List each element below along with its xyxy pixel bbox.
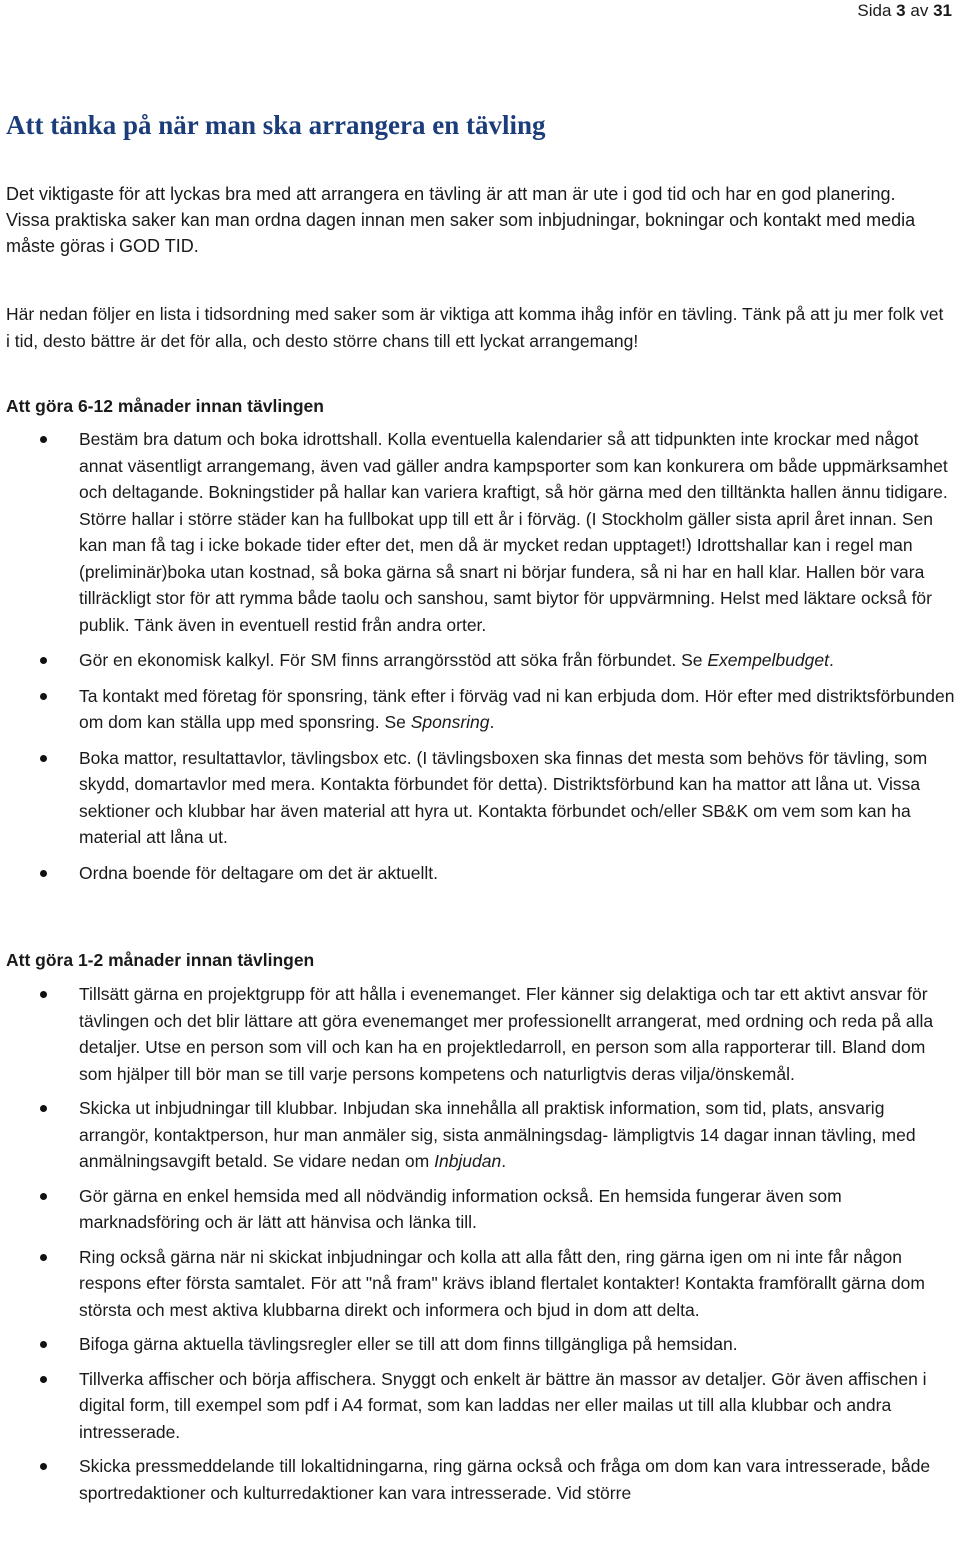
page-number: [857, 0, 952, 22]
bullet-icon: [40, 1376, 47, 1383]
list-item-tail: .: [501, 1151, 507, 1171]
bullet-icon: [40, 1463, 47, 1470]
page-total: 31: [933, 1, 952, 20]
list-item-text: Bifoga gärna aktuella tävlingsregler eller se till att dom finns tillgängliga på hemsidan.: [79, 1334, 738, 1354]
bullet-icon: [40, 1254, 47, 1261]
timeline-intro-paragraph: Här nedan följer en lista i tidsordning med saker som är viktiga att komma ihåg inför en tävling. Tänk på att ju mer folk vet i tid, desto bättre är det för alla, och desto större chans till ett lyckat arrangemang!: [6, 304, 944, 351]
list-item-reference: Sponsring: [410, 712, 490, 732]
list-item: [0, 860, 958, 887]
list-item: [0, 1183, 958, 1236]
list-item: [0, 1095, 958, 1175]
intro-paragraph: Det viktigaste för att lyckas bra med att arrangera en tävling är att man är ute i god tid och har en god planering. Vissa praktiska saker kan man ordna dagen innan men saker som inbjudningar, bokningar och kontakt med media måste göras i GOD TID.: [6, 184, 916, 256]
list-item: [0, 426, 958, 638]
bullet-icon: [40, 693, 47, 700]
bullet-icon: [40, 1341, 47, 1348]
bullet-icon: [40, 991, 47, 998]
list-item-text: Skicka ut inbjudningar till klubbar. Inbjudan ska innehålla all praktisk information, som tid, plats, ansvarig arrangör, kontaktperson, hur man anmäler sig, sista anmälningsdag- lämpligtvis 14 dagar innan tävling, med anmälningsavgift betald. Se vidare nedan om: [79, 1098, 916, 1171]
list-item-text: Boka mattor, resultattavlor, tävlingsbox etc. (I tävlingsboxen ska finnas det mesta som behövs för tävling, som skydd, domartavlor med mera. Kontakta förbundet för detta). Distriktsförbund kan ha mattor att låna ut. Vissa sektioner och klubbar har även material att hyra ut. Kontakta förbundet och/eller SB&K om vem som kan ha material att låna ut.: [79, 747, 928, 847]
list-item-text: Ordna boende för deltagare om det är aktuellt.: [79, 862, 438, 883]
list-item: [0, 647, 958, 674]
list-item-text: Tillsätt gärna en projektgrupp för att hålla i evenemanget. Fler känner sig delaktiga och tar ett aktivt ansvar för tävlingen och det blir lättare att göra evenemanget mer professionellt arrangerat, med ordning och reda på alla detaljer. Utse en person som vill och kan ha en projektledarroll, en person som alla rapporterar till. Bland dom som hjälper till bör man se till varje persons kompetens och naturligtvis deras vilja/önskemål.: [79, 984, 934, 1084]
section-heading-6-12-months: Att göra 6-12 månader innan tävlingen: [6, 396, 324, 416]
bullet-icon: [40, 1193, 47, 1200]
bullet-icon: [40, 870, 47, 877]
list-item-text: Skicka pressmeddelande till lokaltidningarna, ring gärna också och fråga om dom kan vara intresserade, både sportredaktioner och kulturredaktioner kan vara intresserade. Vid större: [79, 1456, 931, 1503]
list-item-reference: Exempelbudget: [707, 650, 829, 670]
list-item: [0, 1244, 958, 1324]
checklist-1-2-months: [0, 981, 958, 1514]
list-item-reference: Inbjudan: [434, 1151, 502, 1171]
list-item-text: Ring också gärna när ni skickat inbjudningar och kolla att alla fått den, ring gärna igen om ni inte får någon respons efter första samtalet. För att "nå fram" krävs ibland flertalet kontakter! Kontakta framförallt gärna dom största och mest aktiva klubbarna direkt och informera och bjud in dom att delta.: [79, 1246, 925, 1320]
list-item: [0, 745, 958, 851]
list-item-text: Ta kontakt med företag för sponsring, tänk efter i förväg vad ni kan erbjuda dom. Hör efter med distriktsförbunden om dom kan ställa upp med sponsring. Se: [79, 685, 955, 732]
bullet-icon: [40, 755, 47, 762]
bullet-icon: [40, 1105, 47, 1112]
list-item: [0, 683, 958, 736]
list-item-text: Gör en ekonomisk kalkyl. För SM finns arrangörsstöd att söka från förbundet. Se: [79, 650, 708, 670]
page-current: 3: [896, 1, 906, 20]
list-item-tail: .: [828, 650, 834, 670]
list-item-text: Bestäm bra datum och boka idrottshall. Kolla eventuella kalendarier så att tidpunkten inte krockar med något annat väsentligt arrangemang, även vad gäller andra kampsporter som kan konkurera om både uppmärksamhet och deltagande. Bokningstider på hallar kan variera kraftigt, så hör gärna med den tilltänkta hallen ännu tidigare. Större hallar i större städer kan ha fullbokat upp till ett år i förväg. (I Stockholm gäller sista april året innan. Sen kan man få tag i icke bokade tider efter det, men då är mycket redan upptaget!) Idrottshallar kan i regel man (preliminär)boka utan kostnad, så boka gärna så snart ni börjar fundera, så ni har en hall klar. Hallen bör vara tillräckligt stor för att rymma både taolu och sanshou, samt biytor för uppvärmning. Helst med läktare också för publik. Tänk även in eventuell restid från andra orter.: [79, 429, 948, 635]
list-item: [0, 1331, 958, 1358]
list-item: [0, 1453, 958, 1506]
section-heading-1-2-months: Att göra 1-2 månader innan tävlingen: [6, 950, 315, 970]
page-prefix: Sida: [857, 1, 892, 20]
list-item-text: Tillverka affischer och börja affischera. Snyggt och enkelt är bättre än massor av detaljer. Gör även affischen i digital form, till exempel som pdf i A4 format, som kan laddas ner eller mailas ut till alla klubbar och andra intresserade.: [79, 1368, 927, 1442]
list-item: [0, 1366, 958, 1446]
bullet-icon: [40, 657, 47, 664]
page-separator: av: [910, 1, 929, 20]
list-item-tail: .: [489, 712, 495, 732]
page-title: Att tänka på när man ska arrangera en tävling: [6, 110, 546, 140]
list-item-text: Gör gärna en enkel hemsida med all nödvändig information också. En hemsida fungerar även som marknadsföring och är lätt att hänvisa och länka till.: [79, 1185, 842, 1232]
list-item: [0, 981, 958, 1087]
checklist-6-12-months: [0, 426, 958, 895]
bullet-icon: [40, 436, 47, 443]
